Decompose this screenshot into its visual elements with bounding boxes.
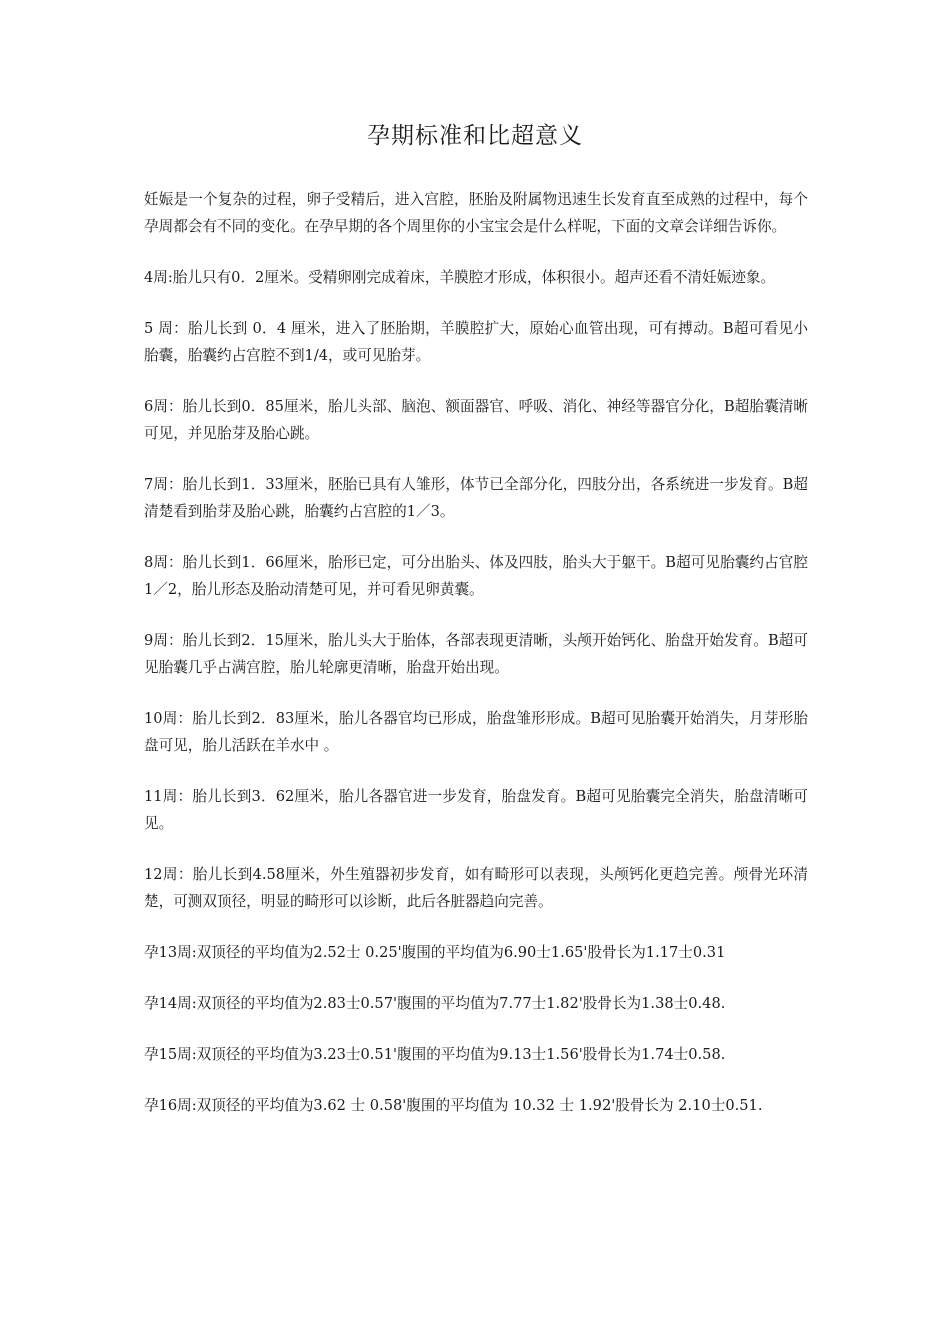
document-title: 孕期标准和比超意义	[367, 123, 583, 149]
paragraph-week-7: 7周：胎儿长到1．33厘米，胚胎已具有人雏形，体节已全部分化，四肢分出，各系统进一步发育。B超清楚看到胎芽及胎心跳，胎囊约占宫腔的1／3。	[144, 476, 808, 520]
paragraph-week-15: 孕15周:双顶径的平均值为3.23士0.51'腹围的平均值为9.13士1.56'股骨长为1.74士0.58.	[144, 1046, 726, 1063]
document-body	[144, 186, 808, 1143]
paragraph-week-11: 11周：胎儿长到3．62厘米，胎儿各器官进一步发育，胎盘发育。B超可见胎囊完全消失，胎盘清晰可见。	[144, 788, 808, 832]
paragraph-week-12: 12周：胎儿长到4.58厘米，外生殖器初步发育，如有畸形可以表现，头颅钙化更趋完善。颅骨光环清楚，可测双顶径，明显的畸形可以诊断，此后各脏器趋向完善。	[144, 866, 808, 910]
paragraph-week-8: 8周：胎儿长到1．66厘米，胎形已定，可分出胎头、体及四肢，胎头大于躯干。B超可见胎囊约占官腔1／2，胎儿形态及胎动清楚可见，并可看见卵黄囊。	[144, 554, 808, 598]
paragraph-intro: 妊娠是一个复杂的过程，卵子受精后，进入宫腔，胚胎及附属物迅速生长发育直至成熟的过程中，每个孕周都会有不同的变化。在孕早期的各个周里你的小宝宝会是什么样呢，下面的文章会详细告诉你。	[144, 191, 808, 235]
paragraph-week-14: 孕14周:双顶径的平均值为2.83士0.57'腹围的平均值为7.77士1.82'股骨长为1.38士0.48.	[144, 995, 726, 1012]
paragraph-week-10: 10周：胎儿长到2．83厘米，胎儿各器官均已形成，胎盘雏形形成。B超可见胎囊开始消失，月芽形胎盘可见，胎儿活跃在羊水中 。	[144, 710, 808, 754]
paragraph-week-13: 孕13周:双顶径的平均值为2.52士 0.25'腹围的平均值为6.90士1.65'股骨长为1.17士0.31	[144, 944, 726, 961]
paragraph-week-6: 6周：胎儿长到0．85厘米，胎儿头部、脑泡、额面器官、呼吸、消化、神经等器官分化，B超胎囊清晰可见，并见胎芽及胎心跳。	[144, 398, 808, 442]
paragraph-week-9: 9周：胎儿长到2．15厘米，胎儿头大于胎体，各部表现更清晰，头颅开始钙化、胎盘开始发育。B超可见胎囊几乎占满宫腔，胎儿轮廓更清晰，胎盘开始出现。	[144, 632, 808, 676]
paragraph-week-5: 5 周：胎儿长到 0．4 厘米，进入了胚胎期，羊膜腔扩大，原始心血管出现，可有搏动。B超可看见小胎囊，胎囊约占宫腔不到1/4，或可见胎芽。	[144, 320, 808, 364]
paragraph-week-16: 孕16周:双顶径的平均值为3.62 士 0.58'腹围的平均值为 10.32 士 1.92'股骨长为 2.10士0.51.	[144, 1097, 763, 1114]
paragraph-week-4: 4周:胎儿只有0．2厘米。受精卵刚完成着床，羊膜腔才形成，体积很小。超声还看不清妊娠迹象。	[144, 269, 776, 286]
